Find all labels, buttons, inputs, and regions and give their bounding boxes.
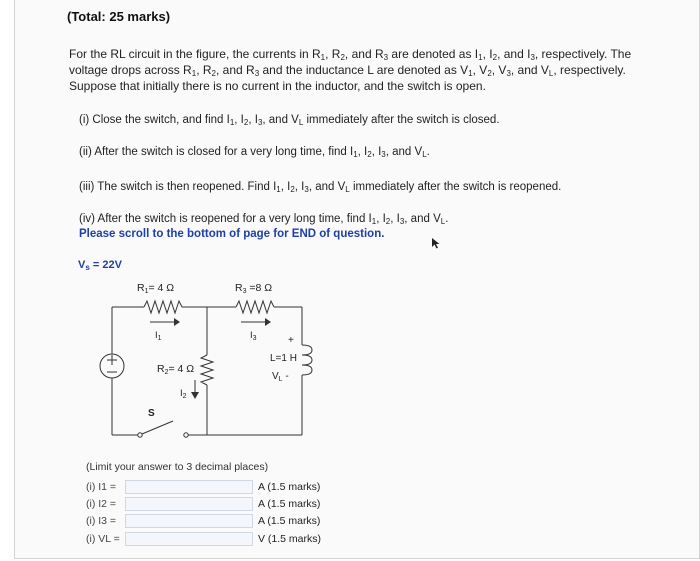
- answer-input[interactable]: [125, 497, 253, 511]
- switch-icon: [142, 421, 173, 434]
- vs-label: Vs = 22V: [78, 259, 122, 272]
- r2-label: R2= 4 Ω: [157, 363, 195, 376]
- question-3: (iii) The switch is then reopened. Find $I_1$, $I_2$, $I_3$, and $V_L$ immediately after the switch is reopened.: [79, 181, 562, 194]
- answer-input[interactable]: [125, 532, 253, 546]
- answer-label: (i) I3 =: [86, 515, 117, 527]
- i1-label: $I_1$: [155, 330, 162, 342]
- i2-arrow-icon: [191, 392, 199, 399]
- i2-label: $I_2$: [180, 388, 187, 400]
- r3-label: R3 =8 Ω: [235, 282, 273, 295]
- answer-label: (i) VL =: [86, 533, 120, 545]
- i3-arrow-icon: [265, 318, 271, 326]
- question-2: (ii) After the switch is closed for a very long time, find $I_1$, $I_2$, $I_3$, and $V_L$.: [79, 146, 430, 159]
- inductor-plus: +: [288, 335, 294, 346]
- problem-line-2: voltage drops across $R_1$, $R_2$, and $R_3$ and the inductance L are denoted as $V_1$, $V_2$, $V_3$, and $V_L$, respectively.: [69, 63, 626, 78]
- i1-arrow-icon: [174, 318, 180, 326]
- answer-input[interactable]: [125, 480, 253, 494]
- r1-label: R1= 4 Ω: [137, 282, 175, 295]
- answer-input[interactable]: [125, 514, 253, 528]
- vl-label: $V_L$ -: [272, 371, 289, 383]
- problem-line-1: For the RL circuit in the figure, the currents in $R_1$, $R_2$, and $R_3$ are denoted as $I_1$, $I_2$, and $I_3$, respectively. The: [69, 47, 632, 62]
- answer-unit: A (1.5 marks): [258, 481, 321, 493]
- answer-unit: A (1.5 marks): [258, 515, 321, 527]
- question-4: (iv) After the switch is reopened for a very long time, find $I_1$, $I_2$, $I_3$, and $V_L$.: [79, 213, 449, 226]
- question-1: (i) Close the switch, and find $I_1$, $I_2$, $I_3$, and $V_L$ immediately after the switch is closed.: [79, 114, 500, 127]
- answer-unit: A (1.5 marks): [258, 498, 321, 510]
- i3-label: $I_3$: [250, 330, 257, 342]
- total-marks: (Total: 25 marks): [67, 9, 171, 24]
- switch-label: S: [148, 408, 155, 419]
- answer-instruction: (Limit your answer to 3 decimal places): [86, 461, 269, 473]
- inductor-label: L=1 H: [270, 353, 297, 364]
- problem-line-3: Suppose that initially there is no current in the inductor, and the switch is open.: [69, 79, 486, 93]
- answer-unit: V (1.5 marks): [258, 533, 322, 545]
- answer-label: (i) I1 =: [86, 481, 117, 493]
- answer-label: (i) I2 =: [86, 498, 117, 510]
- scroll-note: Please scroll to the bottom of page for END of question.: [79, 228, 385, 240]
